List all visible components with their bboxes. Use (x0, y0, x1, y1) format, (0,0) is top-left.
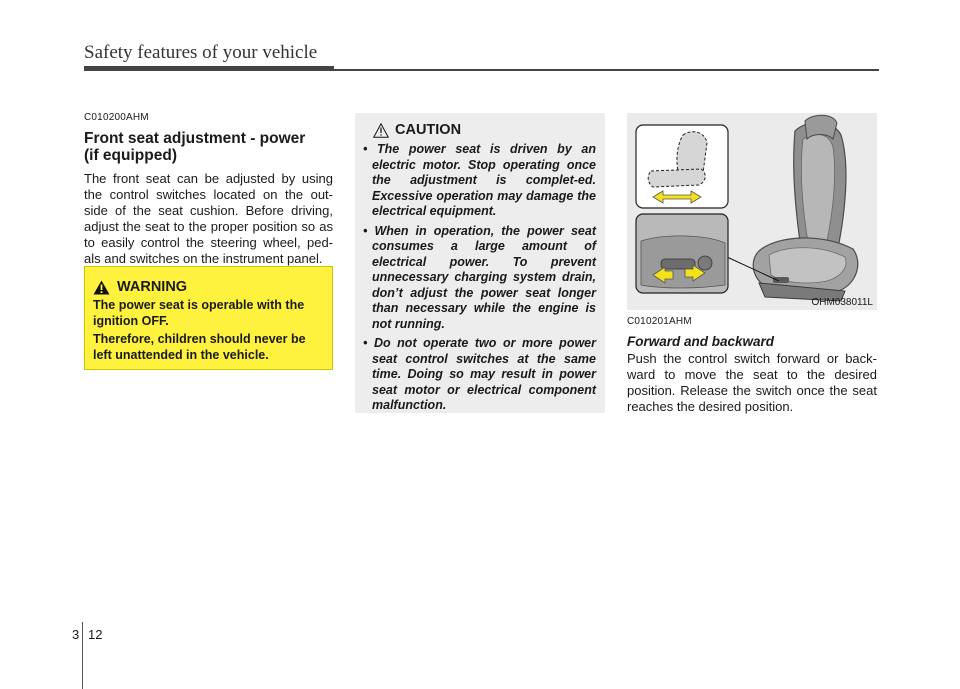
left-column (84, 112, 333, 267)
section-heading-line2: (if equipped) (84, 147, 177, 164)
caution-list (363, 142, 596, 414)
caution-item: • The power seat is driven by an electric motor. Stop operating once the adjustment is complet-ed. Excessive operation may damage the electrical equipment. (363, 142, 596, 218)
section-heading-line1: Front seat adjustment - power (84, 130, 306, 147)
warning-header (93, 279, 324, 295)
caution-box (355, 113, 605, 413)
section-heading (84, 130, 333, 164)
caution-item: • When in operation, the power seat consumes a large amount of electrical power. To prevent unnecessary charging system drain, don’t adjust the power seat longer than necessary while the engine is not running. (363, 223, 596, 331)
warning-box (84, 266, 333, 370)
warning-icon (93, 280, 110, 295)
caution-icon (373, 123, 389, 138)
subsection-heading: Forward and backward (627, 334, 775, 349)
subsection-body: Push the control switch forward or back-ward to move the seat to the desired position. Release the switch once the seat reaches the desired position. (627, 351, 877, 414)
section-code: C010200AHM (84, 112, 149, 123)
caution-item: • Do not operate two or more power seat control switches at the same time. Doing so may result in power seat motor or electrical component malfunction. (363, 336, 596, 412)
chapter-number: 3 (72, 627, 80, 642)
subsection-code: C010201AHM (627, 316, 692, 327)
seat-illustration (627, 113, 877, 310)
header-rule (84, 66, 334, 71)
warning-line-1: The power seat is operable with the ignition OFF. (93, 298, 305, 328)
page-header-title: Safety features of your vehicle (84, 42, 318, 63)
footer-rule (82, 622, 83, 689)
seat-figure (627, 113, 877, 310)
header-rule-thin (334, 69, 879, 71)
warning-title: WARNING (117, 279, 188, 295)
figure-code: OHM038011L (811, 297, 873, 308)
page-number: 12 (88, 627, 103, 642)
caution-title: CAUTION (395, 122, 462, 138)
section-body: The front seat can be adjusted by using the control switches located on the out-side of the seat cushion. Before driving, adjust the seat to the proper position so as to easily control the steering wheel, ped-als and switches on the instrument panel. (84, 171, 333, 266)
warning-line-2: Therefore, children should never be left unattended in the vehicle. (93, 332, 306, 362)
right-column (627, 316, 877, 415)
caution-header (373, 122, 596, 138)
